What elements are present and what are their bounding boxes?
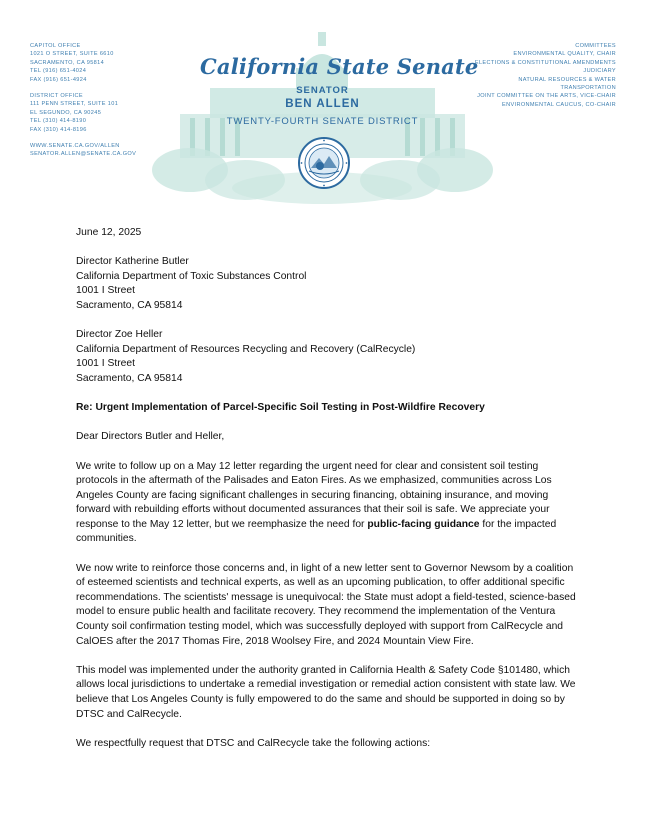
committee-item: JUDICIARY: [583, 68, 616, 75]
committees-block: [475, 42, 616, 109]
senate-title: California State Senate: [200, 54, 479, 79]
capitol-address-line: SACRAMENTO, CA 95814: [30, 59, 105, 66]
paragraph-1-text-end: for the impacted communities.: [76, 518, 557, 545]
recipient-street: 1001 I Street: [76, 285, 135, 297]
letter-body: [76, 226, 576, 766]
recipient-org: California Department of Toxic Substances Control: [76, 270, 307, 282]
recipient-org: California Department of Resources Recycling and Recovery (CalRecycle): [76, 343, 416, 355]
email: SENATOR.ALLEN@SENATE.CA.GOV: [30, 151, 137, 158]
district-tel: TEL (310) 414-8190: [30, 118, 87, 125]
office-contact-block: [30, 42, 136, 159]
committee-item: TRANSPORTATION: [560, 85, 616, 92]
district-fax: FAX (310) 414-8196: [30, 126, 87, 133]
committee-item: NATURAL RESOURCES & WATER: [518, 76, 616, 83]
letter-date: June 12, 2025: [76, 227, 142, 238]
paragraph-4: We respectfully request that DTSC and CalRecycle take the following actions:: [76, 737, 431, 749]
district-address-line: 111 PENN STREET, SUITE 101: [30, 101, 119, 108]
recipient-city: Sacramento, CA 95814: [76, 372, 183, 384]
committee-item: ELECTIONS & CONSTITUTIONAL AMENDMENTS: [474, 59, 616, 66]
letterhead: [0, 0, 645, 205]
recipient-name: Director Zoe Heller: [76, 329, 163, 341]
capitol-tel: TEL (916) 651-4024: [30, 68, 87, 75]
capitol-office-label: CAPITOL OFFICE: [30, 43, 81, 49]
paragraph-2: We now write to reinforce those concerns and, in light of a new letter sent to Governor Newsom by a coalition of esteemed scientists and technical experts, as well as an upcoming publication, to offer additional specific recommendations. The scientists' message is unequivocal: the State must adopt a field-tested, science-based model to ensure public health and facilitate recovery. They recommend the implementation of the Ventura County soil confirmation testing model, which was successfully deployed with support from CalRecycle and CalOES after the 2017 Thomas Fire, 2018 Woolsey Fire, and 2024 Mountain View Fire.: [76, 562, 576, 647]
district-office-label: DISTRICT OFFICE: [30, 93, 84, 100]
website: WWW.SENATE.CA.GOV/ALLEN: [30, 143, 120, 150]
committee-item: JOINT COMMITTEE ON THE ARTS, VICE-CHAIR: [477, 93, 616, 100]
paragraph-1-emphasis: public-facing guidance: [367, 518, 480, 530]
senate-district: TWENTY-FOURTH SENATE DISTRICT: [226, 116, 419, 127]
capitol-fax: FAX (916) 651-4924: [30, 76, 87, 83]
recipient-address-2: [76, 328, 576, 386]
capitol-address-line: 1021 O STREET, SUITE 6610: [30, 51, 114, 58]
paragraph-3: This model was implemented under the authority granted in California Health & Safety Code §101480, which allows local jurisdictions to undertake a remedial investigation or remedial action consistent with state law. We believe that Los Angeles County is fully empowered to do the same and should be supported in doing so by DTSC and CalRecycle.: [76, 664, 576, 720]
recipient-name: Director Katherine Butler: [76, 256, 189, 268]
committee-item: ENVIRONMENTAL QUALITY, CHAIR: [513, 51, 616, 58]
recipient-address-1: [76, 255, 576, 313]
senator-label: SENATOR: [296, 85, 349, 96]
salutation: Dear Directors Butler and Heller,: [76, 431, 225, 443]
paragraph-1: [76, 460, 576, 548]
recipient-city: Sacramento, CA 95814: [76, 299, 183, 311]
subject-line: [76, 401, 576, 416]
subject-text: Re: Urgent Implementation of Parcel-Specific Soil Testing in Post-Wildfire Recovery: [76, 402, 485, 414]
committee-item: ENVIRONMENTAL CAUCUS, CO-CHAIR: [502, 101, 616, 108]
committees-label: COMMITTEES: [575, 43, 616, 49]
paragraph-1-text: We write to follow up on a May 12 letter regarding the urgent need for clear and consistent soil testing protocols in the aftermath of the Palisades and Eaton Fires. As we emphasized, communities across Los Angeles County are facing significant challenges in securing financing, obtaining insurance, and moving forward with rebuilding efforts without documented assurances that their soil is safe. We appreciate your response to the May 12 letter, but we reemphasize the need for: [76, 460, 552, 530]
senator-name: BEN ALLEN: [285, 98, 360, 110]
district-address-line: EL SEGUNDO, CA 90245: [30, 109, 102, 116]
recipient-street: 1001 I Street: [76, 358, 135, 370]
california-state-seal-icon: [297, 136, 351, 190]
